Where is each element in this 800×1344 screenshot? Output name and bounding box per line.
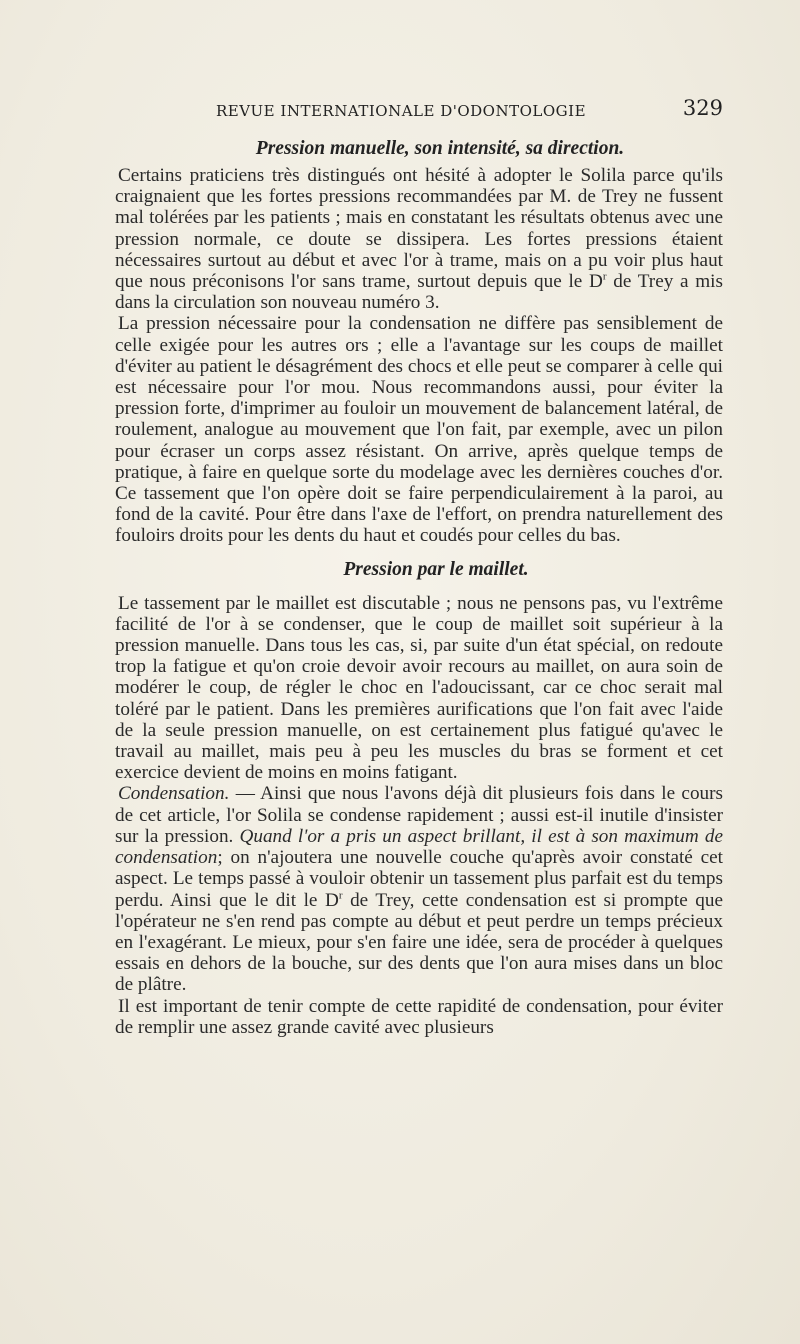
section-heading-mallet-pressure: Pression par le maillet. [343, 558, 529, 580]
italic-emphasis: Quand l'or a pris un aspect brillant, il est à son maximum de condensation [115, 825, 723, 869]
paragraph-text: — Ainsi que nous l'avons déjà dit plusieurs fois dans le cours de cet article, l'or Solila se condense rapidement ; aussi est-il inutile d'insister sur la pression. [115, 783, 723, 847]
paragraph [115, 783, 723, 995]
running-head [0, 96, 800, 130]
superscript: r [338, 889, 343, 902]
running-title: REVUE INTERNATIONALE D'ODONTOLOGIE [215, 102, 587, 120]
run-in-heading: Condensation. [118, 783, 230, 805]
paragraph: Le tassement par le maillet est discutable ; nous ne pensons pas, vu l'extrême facilité de l'or à se condenser, que le coup de maillet soit supérieur à la pression manuelle. Dans tous les cas, si, par suite d'un état spécial, on redoute trop la fatigue et qu'on croie devoir avoir recours au maillet, on aura soin de modérer le coup, de régler le choc en l'adoucissant, car ce choc serait mal toléré par le patient. Dans les premières aurifications que l'on fait avec l'aide de la seule pression manuelle, on est certainement plus fatigué qu'avec le travail au maillet, mais peu à peu les muscles du bras se forment et cet exercice devient de moins en moins fatigant. [115, 592, 723, 784]
page-number: 329 [682, 96, 723, 120]
paragraph: La pression nécessaire pour la condensation ne diffère pas sensiblement de celle exigée pour les autres ors ; elle a l'avantage sur les coups de maillet d'éviter au patient le désagrément des chocs et elle peut se comparer à celle qui est nécessaire pour l'or mou. Nous recommandons aussi, pour éviter la pression forte, d'imprimer au fouloir un mouvement de balancement latéral, de roulement, analogue au mouvement que l'on fait, par exemple, avec un pilon pour écraser un corps assez résistant. On arrive, après quelque temps de pratique, à faire en quelque sorte du modelage avec les dernières couches d'or. Ce tassement que l'on opère doit se faire perpendiculairement à la paroi, au fond de la cavité. Pour être dans l'axe de l'effort, on prendra naturellement des fouloirs droits pour les dents du haut et coudés pour celles du bas. [115, 313, 723, 547]
superscript: r [602, 270, 607, 283]
section-heading-manual-pressure: Pression manuelle, son intensité, sa direction. [255, 138, 625, 159]
paragraph-text: ; on n'ajoutera une nouvelle couche qu'après avoir constaté cet aspect. Le temps passé à vouloir obtenir un tassement plus parfait est du temps perdu. Ainsi que le dit le D [115, 847, 723, 911]
paragraph: Il est important de tenir compte de cette rapidité de condensation, pour éviter de remplir une assez grande cavité avec plusieurs [115, 995, 723, 1038]
body-text [115, 138, 723, 1038]
paragraph-text: de Trey, cette condensation est si prompte que l'opérateur ne s'en rend pas compte au début et peut perdre un temps précieux en l'exagérant. Le mieux, pour s'en faire une idée, sera de procéder à quelques essais en dehors de la bouche, sur des dents que l'on aura mises dans un bloc de plâtre. [115, 889, 724, 996]
paragraph [115, 165, 723, 313]
paragraph-text: Certains praticiens très distingués ont hésité à adopter le Solila parce qu'ils craignaient que les fortes pressions recommandées par M. de Trey ne fussent mal tolérées par les patients ; mais en constatant les résultats obtenus avec une pression normale, ce doute se dissipera. Les fortes pressions étaient nécessaires surtout au début et avec l'or à trame, mais on a pu voir plus haut que nous préconisons l'or sans trame, surtout depuis que le D [115, 165, 723, 293]
paragraph-text: de Trey a mis dans la circulation son nouveau numéro 3. [115, 271, 723, 314]
